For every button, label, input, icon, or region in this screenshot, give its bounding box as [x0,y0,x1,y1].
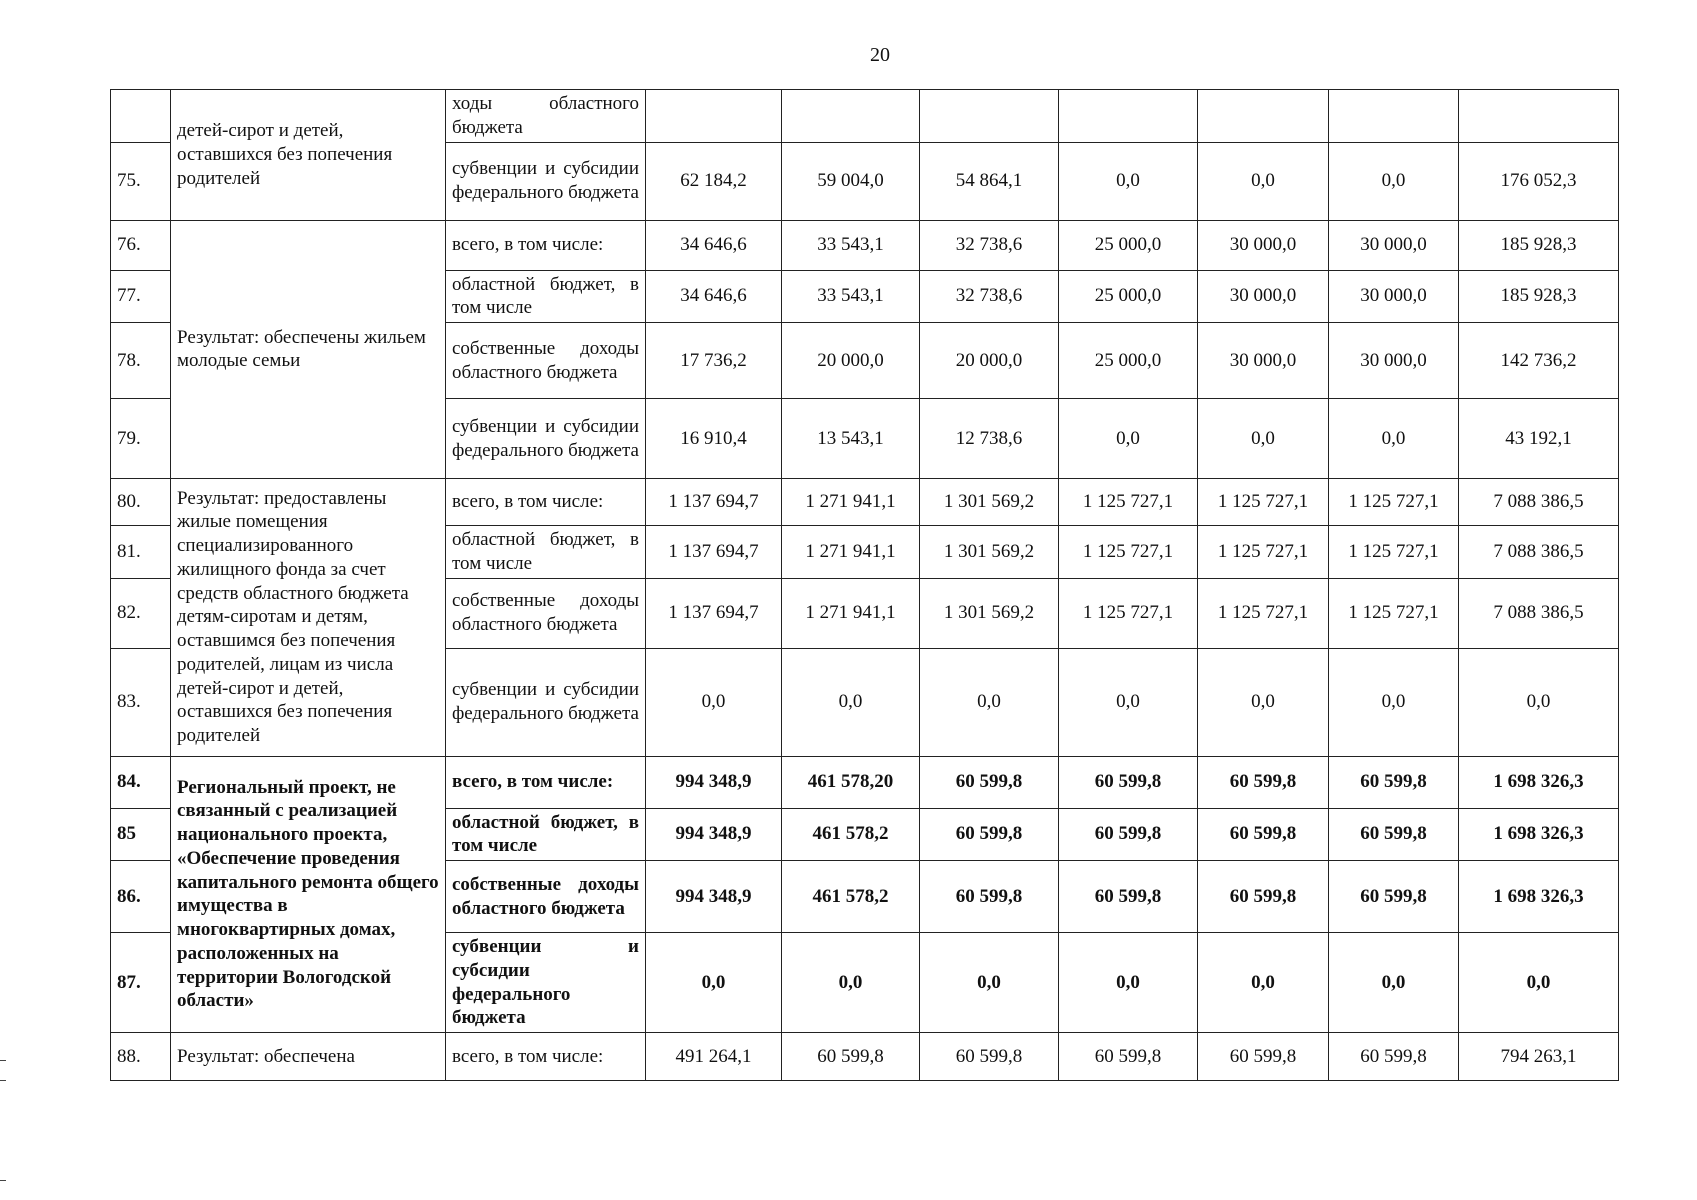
amount-cell: 60 599,8 [920,1033,1059,1081]
amount-cell: 30 000,0 [1198,323,1329,399]
amount-cell: 0,0 [646,933,782,1033]
amount-total: 142 736,2 [1459,323,1619,399]
amount-cell: 1 125 727,1 [1198,578,1329,648]
amount-cell: 0,0 [1329,399,1459,479]
amount-cell: 60 599,8 [1198,1033,1329,1081]
row-number: 85 [111,808,171,861]
amount-total: 1 698 326,3 [1459,756,1619,808]
amount-cell: 0,0 [920,648,1059,756]
amount-cell: 491 264,1 [646,1033,782,1081]
scan-margin-mark [0,1080,6,1081]
amount-total: 7 088 386,5 [1459,479,1619,526]
funding-source: областной бюджет, в том числе [446,808,646,861]
amount-cell: 54 864,1 [920,142,1059,220]
amount-cell: 20 000,0 [782,323,920,399]
amount-cell: 1 301 569,2 [920,526,1059,579]
amount-cell [646,90,782,143]
amount-cell: 60 599,8 [1329,756,1459,808]
funding-source: собственные доходы областного бюджета [446,578,646,648]
amount-cell: 60 599,8 [1198,861,1329,933]
row-number: 86. [111,861,171,933]
amount-cell: 994 348,9 [646,756,782,808]
amount-cell: 30 000,0 [1329,323,1459,399]
amount-cell: 60 599,8 [1059,808,1198,861]
amount-cell: 0,0 [1059,648,1198,756]
row-number: 78. [111,323,171,399]
amount-total: 794 263,1 [1459,1033,1619,1081]
funding-source: собственные доходы областного бюджета [446,323,646,399]
amount-cell: 0,0 [1198,933,1329,1033]
amount-cell: 60 599,8 [1059,861,1198,933]
amount-cell [1059,90,1198,143]
funding-source: субвенции и субсидии федерального бюджета [446,142,646,220]
amount-cell: 0,0 [1059,142,1198,220]
amount-cell: 32 738,6 [920,270,1059,323]
table-row [111,220,1619,270]
amount-total [1459,90,1619,143]
amount-cell: 1 301 569,2 [920,578,1059,648]
amount-cell: 1 125 727,1 [1329,526,1459,579]
amount-cell: 0,0 [1059,399,1198,479]
row-number: 77. [111,270,171,323]
amount-cell: 1 125 727,1 [1329,479,1459,526]
funding-source: всего, в том числе: [446,756,646,808]
amount-cell: 0,0 [1059,933,1198,1033]
amount-cell: 62 184,2 [646,142,782,220]
amount-total: 185 928,3 [1459,220,1619,270]
table-row [111,90,1619,143]
amount-cell: 60 599,8 [1198,756,1329,808]
amount-total: 7 088 386,5 [1459,526,1619,579]
amount-cell: 34 646,6 [646,220,782,270]
amount-cell [1198,90,1329,143]
row-number: 87. [111,933,171,1033]
amount-total: 1 698 326,3 [1459,861,1619,933]
funding-source: областной бюджет, в том числе [446,270,646,323]
amount-total: 43 192,1 [1459,399,1619,479]
amount-total: 7 088 386,5 [1459,578,1619,648]
amount-cell: 0,0 [782,648,920,756]
funding-source: собственные доходы областного бюджета [446,861,646,933]
amount-cell: 12 738,6 [920,399,1059,479]
amount-cell: 1 137 694,7 [646,526,782,579]
amount-total: 176 052,3 [1459,142,1619,220]
amount-cell: 20 000,0 [920,323,1059,399]
amount-cell: 32 738,6 [920,220,1059,270]
row-number: 79. [111,399,171,479]
amount-cell: 1 301 569,2 [920,479,1059,526]
activity-name: Региональный проект, не связанный с реализацией национального проекта, «Обеспечение проведения капитального ремонта общего имущества в многоквартирных домах, расположенных на территории Вологодской области» [171,756,446,1033]
funding-source: субвенции и субсидии федерального бюджета [446,933,646,1033]
amount-cell: 1 125 727,1 [1329,578,1459,648]
scan-margin-mark [0,1180,6,1181]
amount-cell: 0,0 [920,933,1059,1033]
amount-cell: 1 137 694,7 [646,479,782,526]
table-row [111,756,1619,808]
activity-name: Результат: обеспечена [171,1033,446,1081]
amount-cell: 0,0 [646,648,782,756]
amount-cell: 1 125 727,1 [1059,578,1198,648]
amount-cell: 25 000,0 [1059,220,1198,270]
amount-cell: 30 000,0 [1198,270,1329,323]
amount-cell: 994 348,9 [646,808,782,861]
row-number: 88. [111,1033,171,1081]
amount-cell: 34 646,6 [646,270,782,323]
amount-cell: 59 004,0 [782,142,920,220]
amount-total: 1 698 326,3 [1459,808,1619,861]
activity-name: Результат: обеспечены жильем молодые семьи [171,220,446,479]
amount-cell: 60 599,8 [920,808,1059,861]
amount-cell: 60 599,8 [920,756,1059,808]
amount-cell: 60 599,8 [920,861,1059,933]
funding-source: субвенции и субсидии федерального бюджета [446,399,646,479]
row-number: 76. [111,220,171,270]
amount-cell: 16 910,4 [646,399,782,479]
funding-source: ходы областного бюджета [446,90,646,143]
amount-cell: 60 599,8 [1329,861,1459,933]
amount-cell: 994 348,9 [646,861,782,933]
amount-cell: 60 599,8 [1329,808,1459,861]
row-number: 84. [111,756,171,808]
amount-cell: 60 599,8 [782,1033,920,1081]
funding-source: всего, в том числе: [446,479,646,526]
row-number: 82. [111,578,171,648]
page-number: 20 [870,44,890,66]
amount-cell: 0,0 [1329,933,1459,1033]
row-number [111,90,171,143]
amount-cell: 30 000,0 [1329,270,1459,323]
amount-cell: 25 000,0 [1059,270,1198,323]
amount-cell [1329,90,1459,143]
amount-cell: 0,0 [1329,142,1459,220]
amount-cell: 1 271 941,1 [782,578,920,648]
amount-cell: 30 000,0 [1198,220,1329,270]
row-number: 83. [111,648,171,756]
amount-cell: 0,0 [1329,648,1459,756]
funding-source: субвенции и субсидии федерального бюджета [446,648,646,756]
activity-name: детей-сирот и детей, оставшихся без попечения родителей [171,90,446,221]
activity-name: Результат: предоставлены жилые помещения специализированного жилищного фонда за счет средств областного бюджета детям-сиротам и детям, оставшимся без попечения родителей, лицам из числа детей-сирот и детей, оставшихся без попечения родителей [171,479,446,757]
amount-cell: 0,0 [1198,399,1329,479]
table-row [111,479,1619,526]
funding-source: областной бюджет, в том числе [446,526,646,579]
amount-cell [782,90,920,143]
amount-cell: 1 125 727,1 [1059,479,1198,526]
amount-cell [920,90,1059,143]
amount-cell: 1 125 727,1 [1059,526,1198,579]
row-number: 81. [111,526,171,579]
amount-cell: 33 543,1 [782,270,920,323]
amount-cell: 30 000,0 [1329,220,1459,270]
scan-margin-mark [0,1060,6,1061]
amount-cell: 25 000,0 [1059,323,1198,399]
amount-cell: 461 578,2 [782,861,920,933]
budget-table [110,89,1619,1081]
amount-cell: 60 599,8 [1059,1033,1198,1081]
amount-total: 185 928,3 [1459,270,1619,323]
funding-source: всего, в том числе: [446,1033,646,1081]
amount-cell: 0,0 [782,933,920,1033]
amount-cell: 17 736,2 [646,323,782,399]
amount-cell: 461 578,2 [782,808,920,861]
amount-cell: 60 599,8 [1198,808,1329,861]
amount-total: 0,0 [1459,933,1619,1033]
amount-cell: 60 599,8 [1329,1033,1459,1081]
row-number: 75. [111,142,171,220]
amount-cell: 1 271 941,1 [782,479,920,526]
amount-cell: 461 578,20 [782,756,920,808]
amount-cell: 1 125 727,1 [1198,526,1329,579]
amount-cell: 33 543,1 [782,220,920,270]
amount-cell: 1 125 727,1 [1198,479,1329,526]
amount-cell: 13 543,1 [782,399,920,479]
amount-cell: 0,0 [1198,648,1329,756]
row-number: 80. [111,479,171,526]
amount-cell: 60 599,8 [1059,756,1198,808]
amount-cell: 1 137 694,7 [646,578,782,648]
amount-cell: 1 271 941,1 [782,526,920,579]
table-row [111,1033,1619,1081]
amount-cell: 0,0 [1198,142,1329,220]
funding-source: всего, в том числе: [446,220,646,270]
amount-total: 0,0 [1459,648,1619,756]
